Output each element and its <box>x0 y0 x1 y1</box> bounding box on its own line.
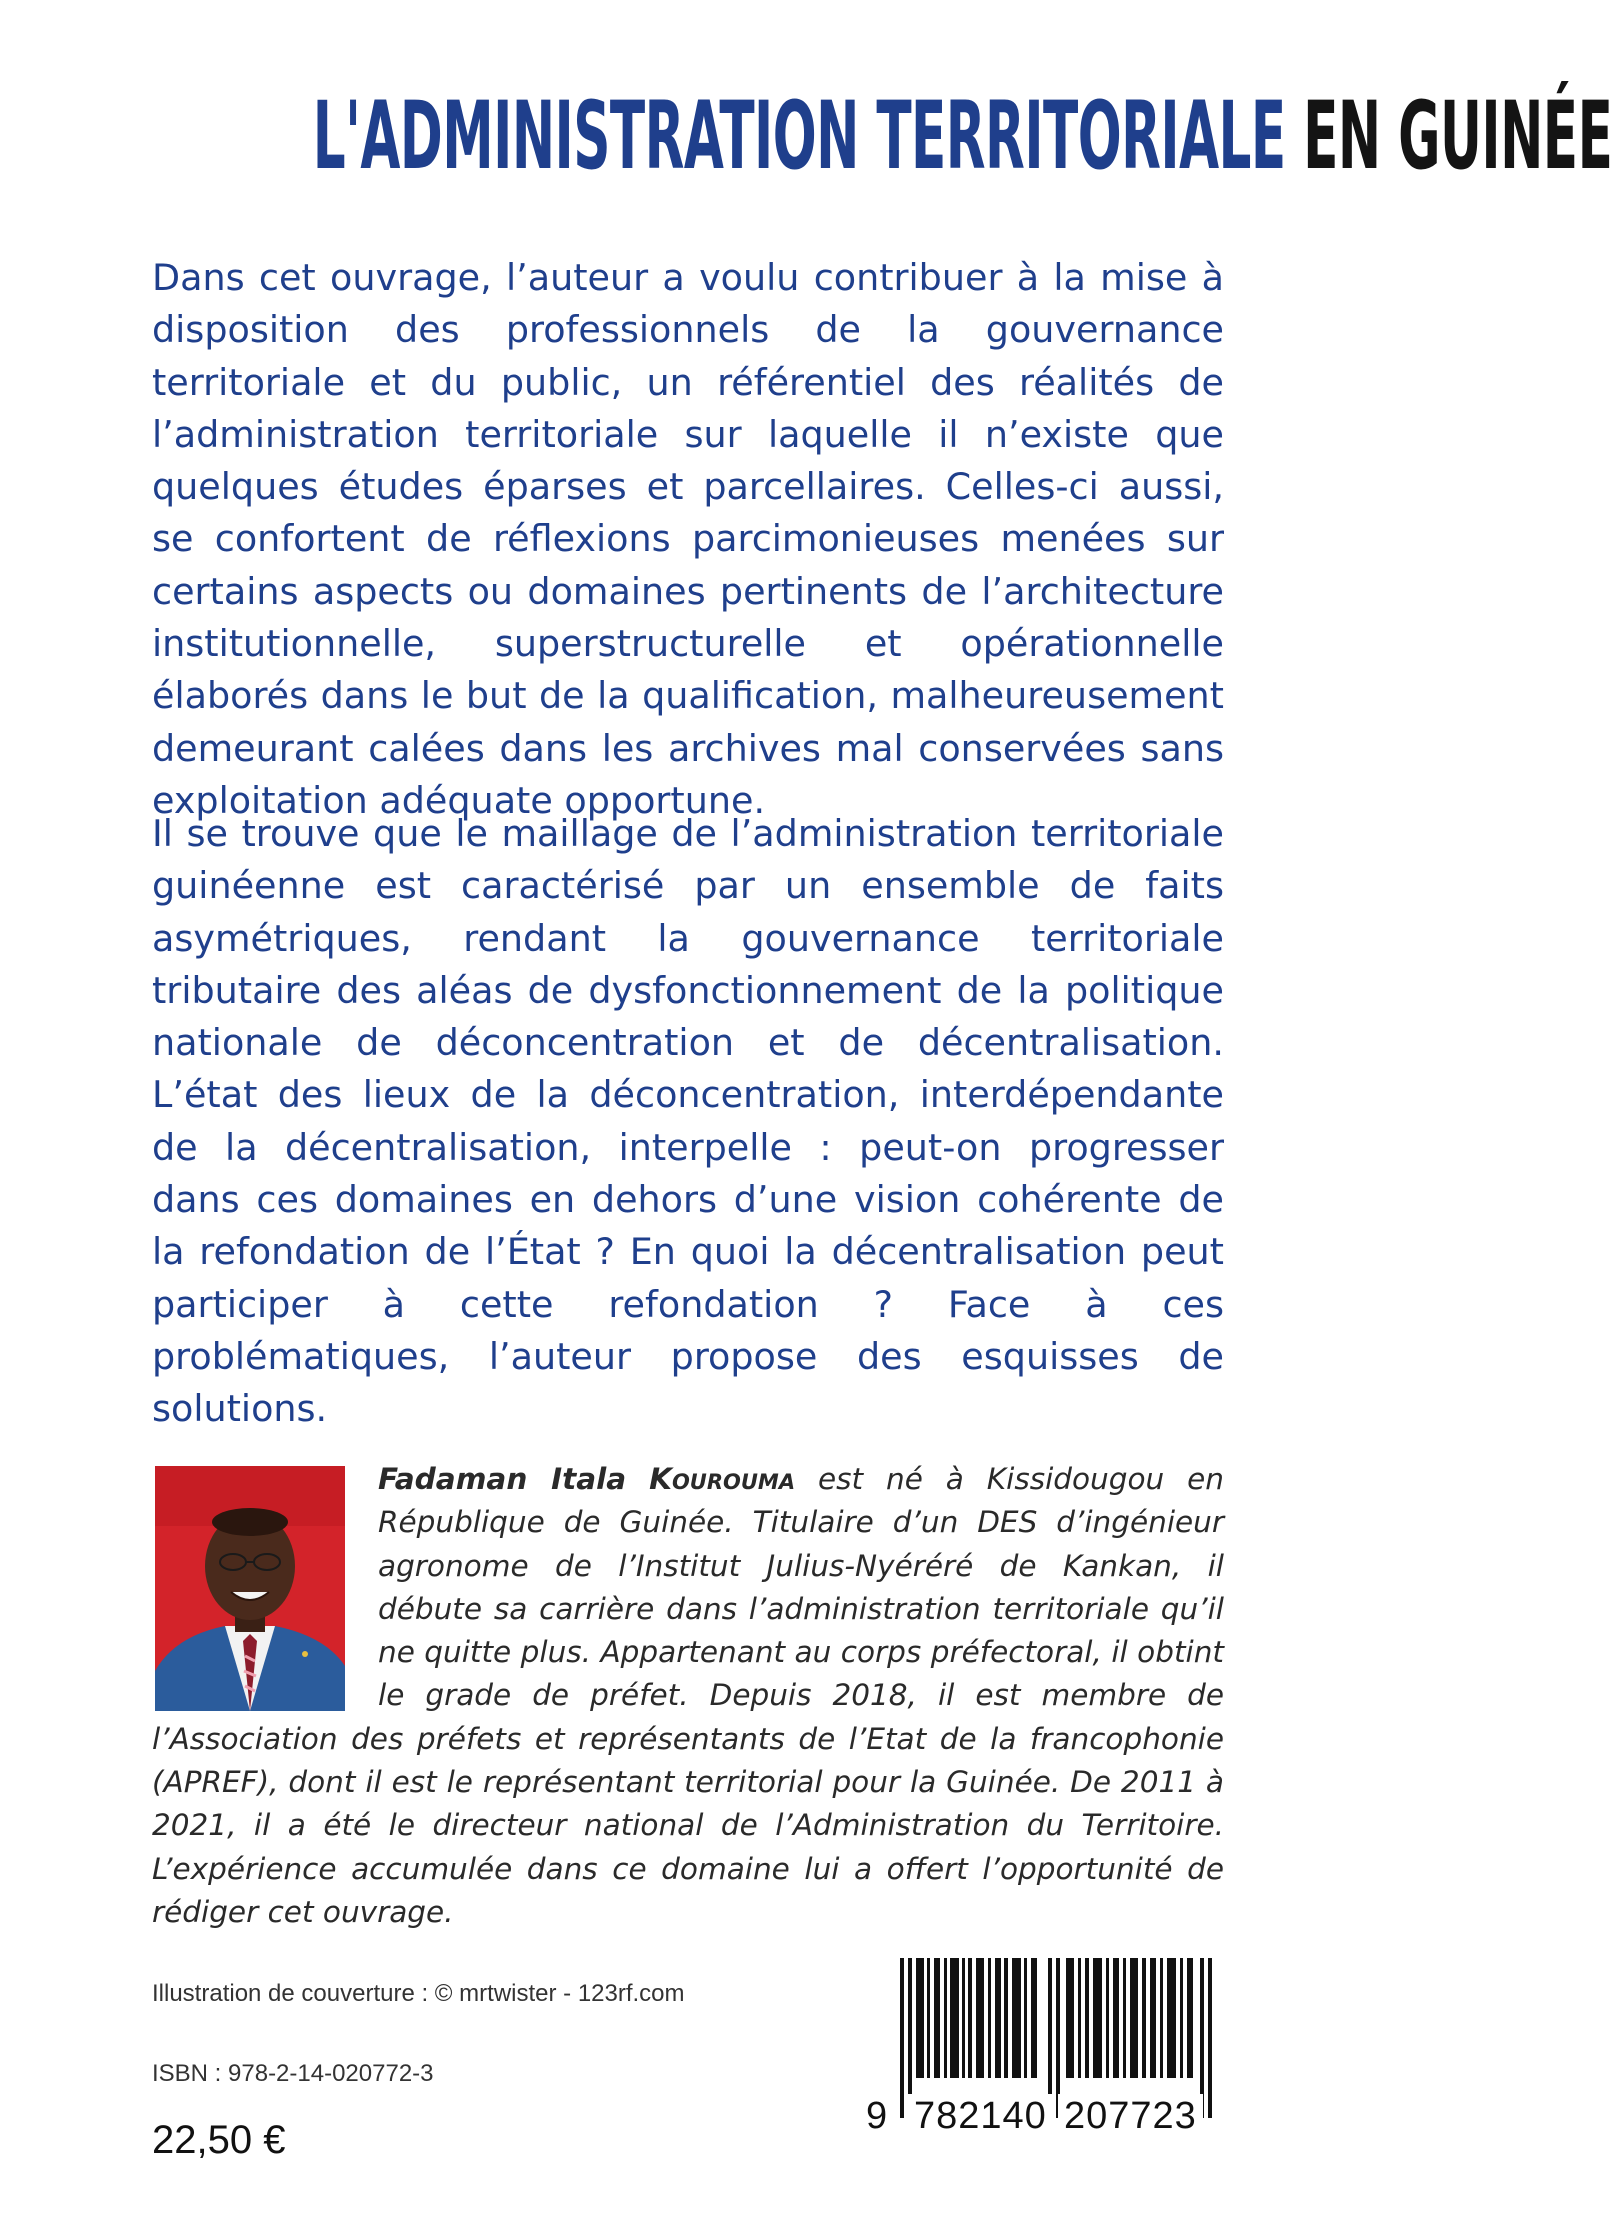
barcode-first-digit: 9 <box>862 2094 892 2138</box>
title-part-2: EN GUINÉE <box>1303 82 1612 191</box>
author-given-names: Fadaman Itala <box>378 1462 627 1496</box>
author-surname: Kourouma <box>649 1462 796 1496</box>
book-title <box>312 82 1612 192</box>
isbn: ISBN : 978-2-14-020772-3 <box>152 2060 434 2087</box>
price: 22,50 € <box>152 2118 286 2162</box>
author-bio <box>152 1458 1224 1934</box>
barcode-left-group: 782140 <box>908 2094 1053 2138</box>
summary-paragraph-2: Il se trouve que le maillage de l’administration territoriale guinéenne est caractérisé par un ensemble de faits asymétriques, rendant la gouvernance territoriale tributaire des aléas de dysfonctionnement de la politique nationale de déconcentration et de décentralisation. L’état des lieux de la déconcentration, interdépendante de la décentralisation, interpelle : peut-on progresser dans ces domaines en dehors d’une vision cohérente de la refondation de l’État ? En quoi la décentralisation peut participer à cette refondation ? Face à ces problématiques, l’auteur propose des esquisses de solutions. <box>152 812 1224 1431</box>
barcode-right-group: 207723 <box>1058 2094 1203 2138</box>
title-part-1: L'ADMINISTRATION TERRITORIALE <box>312 82 1286 191</box>
barcode <box>862 1958 1224 2154</box>
cover-credit: Illustration de couverture : © mrtwister - 123rf.com <box>152 1980 685 2007</box>
summary-paragraph-1: Dans cet ouvrage, l’auteur a voulu contribuer à la mise à disposition des professionnels de la gouvernance territoriale et du public, un référentiel des réalités de l’administration territoriale sur laquelle il n’existe que quelques études éparses et parcellaires. Celles-ci aussi, se confortent de réflexions parcimonieuses menées sur certains aspects ou domaines pertinents de l’architecture institutionnelle, superstructurelle et opérationnelle élaborés dans le but de la qualification, malheureusement demeurant calées dans les archives mal conservées sans exploitation adéquate opportune. <box>152 256 1224 822</box>
author-bio-text: est né à Kissidougou en République de Guinée. Titulaire d’un DES d’ingénieur agronome de l’Institut Julius-Nyéréré de Kankan, il débute sa carrière dans l’administration territoriale qu’il ne quitte plus. Appartenant au corps préfectoral, il obtint le grade de préfet. Depuis 2018, il est membre de l’Association des préfets et représentants de l’Etat de la francophonie (APREF), dont il est le représentant territorial pour la Guinée. De 2011 à 2021, il a été le directeur national de l’Administration du Territoire. L’expérience accumulée dans ce domaine lui a offert l’opportunité de rédiger cet ouvrage. <box>152 1462 1224 1929</box>
barcode-number <box>862 2068 1224 2154</box>
